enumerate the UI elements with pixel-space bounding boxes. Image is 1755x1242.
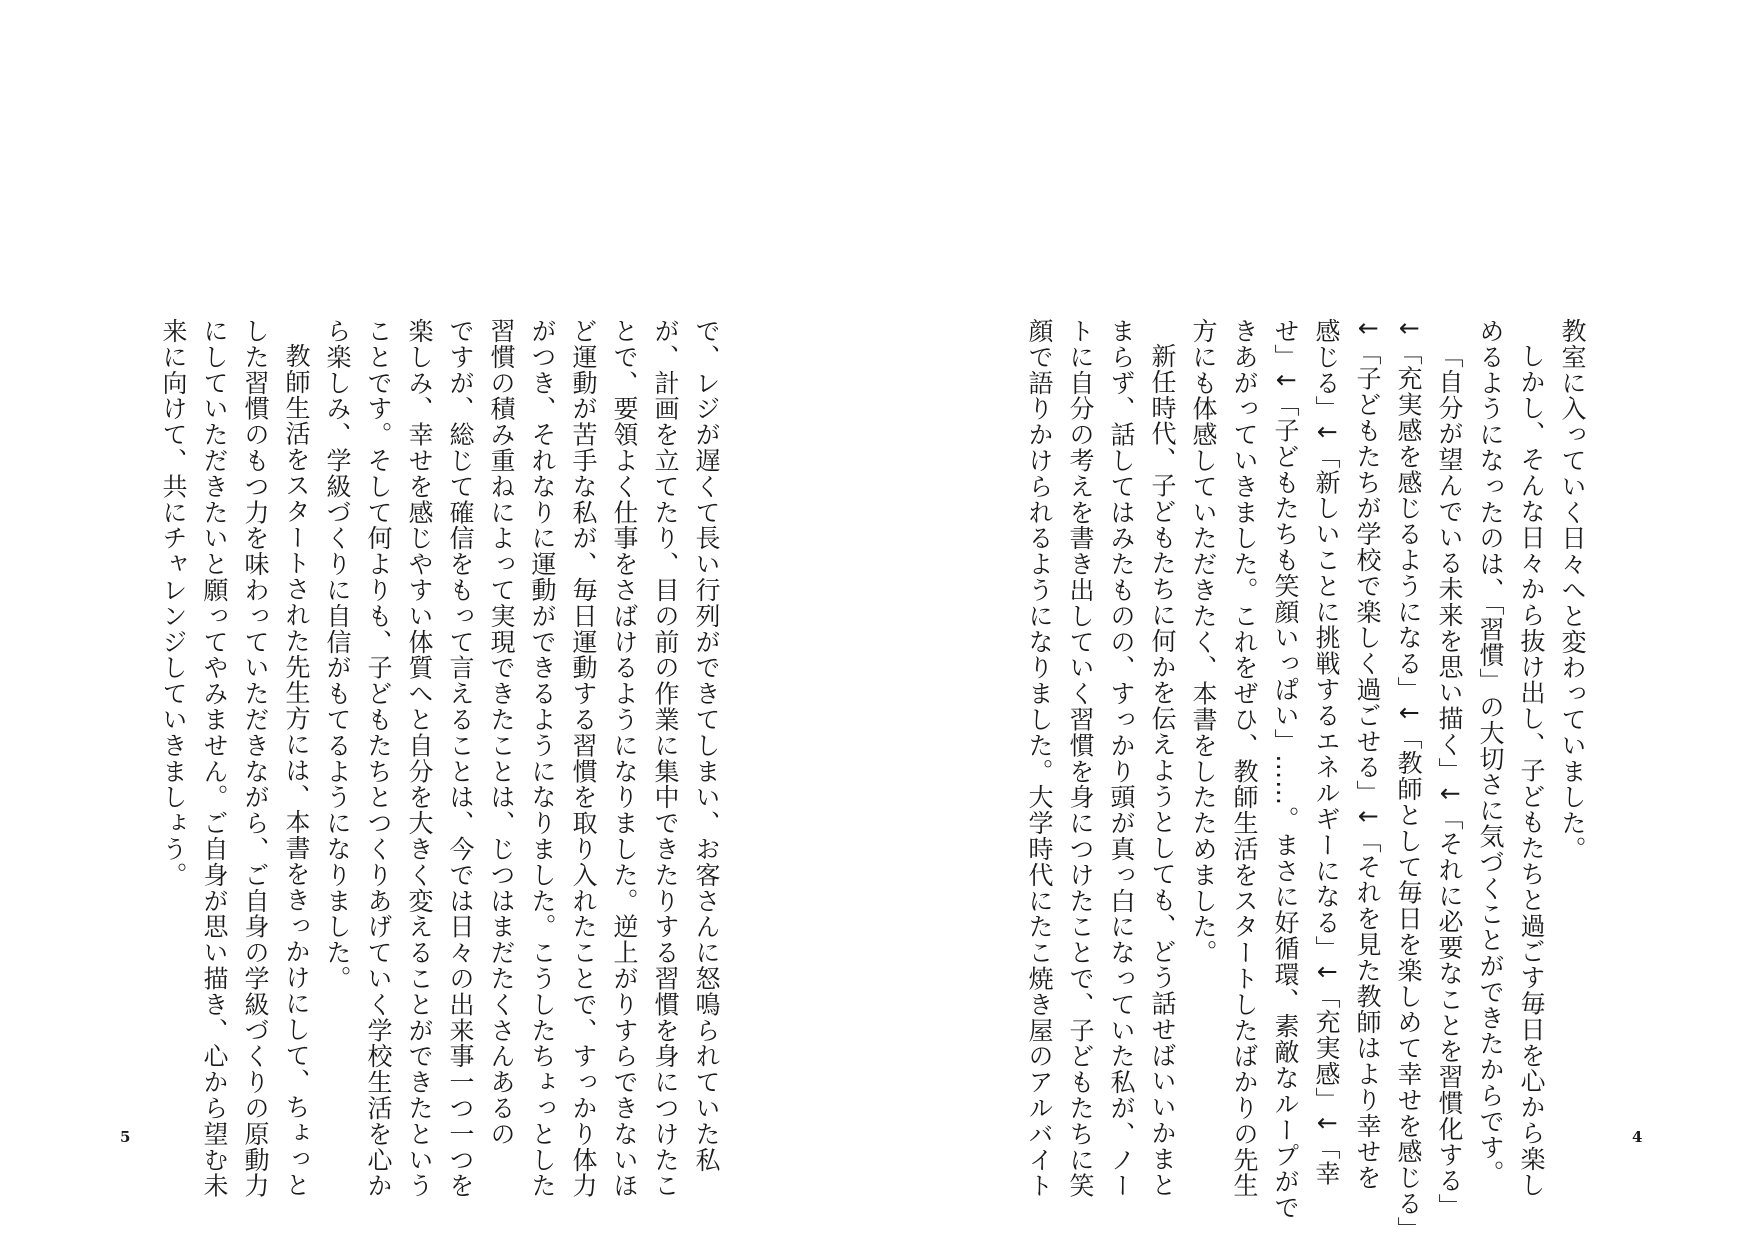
text-line: ↓「充実感を感じるようになる」↓「教師として毎日を楽しめて幸せを感じる」 (1394, 318, 1423, 1242)
text-line: せ」↓「子どもたちも笑顔いっぱい」……。まさに好循環、素敵なループがで (1271, 318, 1300, 1221)
text-line: 「自分が望んでいる未来を思い描く」↓「それに必要なことを習慣化する」 (1435, 343, 1464, 1220)
text-line: 来に向けて、共にチャレンジしていきましょう。 (159, 318, 188, 888)
left-page-body-text (153, 318, 727, 1199)
text-line: ことです。そして何よりも、子どもたちとつくりあげていく学校生活を心か (364, 318, 393, 1199)
text-line: ↓「子どもたちが学校で楽しく過ごせる」↓「それを見た教師はより幸せを (1353, 318, 1382, 1191)
text-line: めるようになったのは、「習慣」の大切さに気づくことができたからです。 (1476, 318, 1505, 1187)
text-line: ですが、総じて確信をもって言えることは、今では日々の出来事一つ一つを (446, 318, 475, 1199)
text-line: した習慣のもつ力を味わっていただきながら、ご自身の学級づくりの原動力 (241, 318, 270, 1199)
text-line: トに自分の考えを書き出していく習慣を身につけたことで、子どもたちに笑 (1066, 318, 1095, 1199)
text-line: しかし、そんな日々から抜け出し、子どもたちと過ごす毎日を心から楽し (1517, 343, 1546, 1198)
right-page-body-text (1019, 318, 1593, 1242)
text-line: ど運動が苦手な私が、毎日運動する習慣を取り入れたことで、すっかり体力 (569, 318, 598, 1199)
left-page (0, 0, 877, 1240)
text-line: が、計画を立てたり、目の前の作業に集中できたりする習慣を身につけたこ (651, 318, 680, 1199)
text-line: 感じる」↓「新しいことに挑戦するエネルギーになる」↓「充実感」↓「幸 (1312, 318, 1341, 1187)
right-page (877, 0, 1755, 1240)
text-line: とで、要領よく仕事をさばけるようになりました。逆上がりすらできないほ (610, 318, 639, 1199)
text-line: まらず、話してはみたものの、すっかり頭が真っ白になっていた私が、ノー (1107, 318, 1136, 1199)
text-line: 教室に入っていく日々へと変わっていました。 (1558, 318, 1587, 862)
page-number: 4 (1632, 1128, 1643, 1146)
text-line: で、レジが遅くて長い行列ができてしまい、お客さんに怒鳴られていた私 (692, 318, 721, 1173)
text-line: 楽しみ、幸せを感じやすい体質へと自分を大きく変えることができたという (405, 318, 434, 1199)
text-line: 習慣の積み重ねによって実現できたことは、じつはまだたくさんあるの (487, 318, 516, 1147)
text-line: 顔で語りかけられるようになりました。大学時代にたこ焼き屋のアルバイト (1025, 318, 1054, 1199)
text-line: がつき、それなりに運動ができるようになりました。こうしたちょっとした (528, 318, 557, 1199)
text-line: 教師生活をスタートされた先生方には、本書をきっかけにして、ちょっと (282, 343, 311, 1198)
text-line: ら楽しみ、学級づくりに自信がもてるようになりました。 (323, 318, 352, 992)
text-line: にしていただきたいと願ってやみません。ご自身が思い描き、心から望む未 (200, 318, 229, 1199)
page-number: 5 (120, 1128, 131, 1146)
text-line: 方にも体感していただきたく、本書をしたためました。 (1189, 318, 1218, 966)
text-line: 新任時代、子どもたちに何かを伝えようとしても、どう話せばいいかまと (1148, 343, 1177, 1198)
text-line: きあがっていきました。これをぜひ、教師生活をスタートしたばかりの先生 (1230, 318, 1259, 1199)
